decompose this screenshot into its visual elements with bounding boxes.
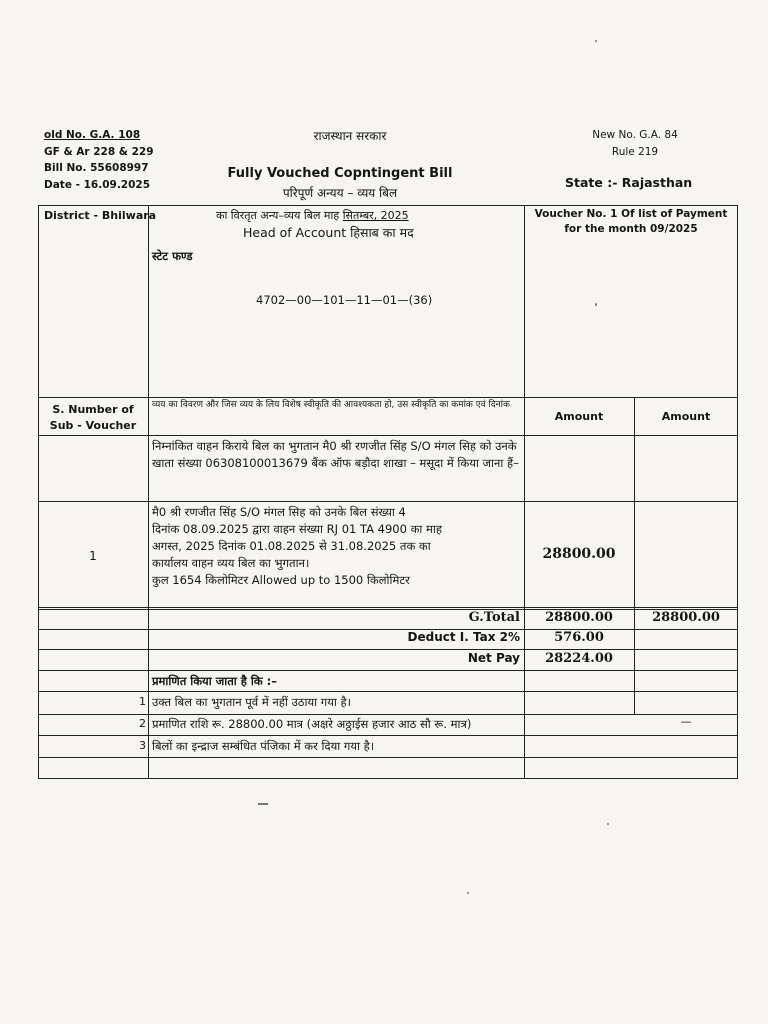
cert-item-number: 3 (139, 739, 146, 752)
rule-line (148, 205, 149, 779)
new-number: New No. G.A. 84 (592, 129, 678, 141)
scan-speck (258, 803, 268, 805)
government-name: राजस्थान सरकार (313, 129, 387, 143)
rule-line (38, 205, 738, 206)
rule-line (737, 205, 738, 779)
bill-number: Bill No. 55608997 (44, 162, 149, 174)
sub-voucher-number: 1 (89, 549, 97, 563)
s-number-header: S. Number of Sub - Voucher (49, 403, 137, 432)
rule-line (38, 735, 738, 736)
description-line: कुल 1654 किलोमिटर Allowed up to 1500 किलोमिटर (152, 573, 410, 587)
voucher-number: Voucher No. 1 Of list of Payment (534, 208, 728, 220)
scan-speck (467, 892, 469, 894)
certification-heading: प्रमाणित किया जाता है कि :– (152, 674, 278, 688)
row-amount: 28800.00 (542, 546, 616, 562)
gtotal-label: G.Total (468, 610, 520, 625)
payment-intro: निम्नांकित वाहन किराये बिल का भुगतान मै0 श्री रणजीत सिंह S/O मंगल सिह को उनके खाता संख्या 06308100013679 बैंक ऑफ बड़ौदा शाखा – मसूदा में किया जाना हैं– (152, 439, 519, 470)
bill-identifiers (44, 127, 154, 193)
old-number: old No. G.A. 108 (44, 129, 141, 141)
scan-speck (595, 303, 597, 306)
form-reference (560, 127, 710, 160)
gtotal-amount: 28800.00 (545, 610, 613, 625)
cert-dash: — (680, 715, 692, 728)
rule-line (38, 757, 738, 758)
bill-date: Date - 16.09.2025 (44, 178, 151, 191)
account-code: 4702—00—101—11—01—(36) (256, 293, 433, 307)
gf-number: GF & Ar 228 & 229 (44, 145, 154, 158)
cert-item-number: 2 (139, 717, 146, 730)
rule-line (38, 435, 738, 436)
deduct-label: Deduct I. Tax 2% (407, 630, 520, 644)
scan-speck (595, 40, 597, 42)
rule-line (38, 691, 738, 692)
rule-number: Rule 219 (611, 145, 659, 158)
month-value: सितम्बर, 2025 (342, 209, 409, 222)
description-line: दिनांक 08.09.2025 द्वारा वाहन संख्या RJ 01 TA 4900 का माह (152, 522, 443, 536)
deduct-amount: 576.00 (554, 630, 604, 645)
rule-line (38, 714, 738, 715)
cert-item-text: प्रमाणित राशि रू. 28800.00 मात्र (अक्षरे अठ्ठाईस हजार आठ सौ रू. मात्र) (152, 717, 472, 731)
rule-line (38, 607, 738, 608)
amount-header-2: Amount (661, 410, 711, 423)
gtotal-amount-2: 28800.00 (652, 610, 720, 625)
description-line: मै0 श्री रणजीत सिंह S/O मंगल सिह को उनके बिल संख्या 4 (152, 505, 406, 519)
bill-subtitle: परिपूर्ण अन्यय – व्यय बिल (282, 186, 398, 200)
fund-name: स्टेट फण्ड (152, 249, 193, 263)
head-of-account: Head of Account हिसाब का मद (243, 225, 414, 240)
month-line (216, 208, 409, 223)
net-pay-label: Net Pay (467, 651, 520, 665)
rule-line (38, 649, 738, 650)
bill-title: Fully Vouched Copntingent Bill (227, 166, 453, 181)
cert-item-text: उक्त बिल का भुगतान पूर्व में नहीं उठाया गया है। (152, 695, 352, 709)
cert-item-text: बिलों का इन्द्राज सम्बंधित पंजिका में कर दिया गया है। (152, 739, 375, 753)
amount-header-1: Amount (554, 410, 604, 423)
net-pay-amount: 28224.00 (545, 651, 613, 666)
rule-line (38, 778, 738, 779)
description-line: कार्यालय वाहन व्यय बिल का भुगतान। (152, 556, 310, 570)
scan-speck (607, 823, 609, 825)
cert-item-number: 1 (139, 695, 146, 708)
description-header: व्यय का विवरण और जिस व्यय के लिय विशेष स्वीकृति की आवश्यकता हो, उस स्वीकृति का कमांक एवं दिनांक (152, 400, 510, 410)
rule-line (38, 670, 738, 671)
row-description (152, 504, 522, 589)
rule-line (524, 205, 525, 779)
bill-table (38, 205, 738, 780)
month-line-prefix: का विरतृत अन्य–व्यय बिल माह (216, 209, 343, 222)
district-label: District - Bhilwara (44, 209, 157, 222)
state-label: State :- Rajasthan (565, 175, 693, 190)
rule-line (634, 397, 635, 715)
rule-line (38, 397, 738, 398)
rule-line (38, 501, 738, 502)
rule-line (38, 205, 39, 779)
voucher-month: for the month 09/2025 (564, 223, 698, 235)
description-line: अगस्त, 2025 दिनांक 01.08.2025 से 31.08.2025 तक का (152, 539, 431, 553)
